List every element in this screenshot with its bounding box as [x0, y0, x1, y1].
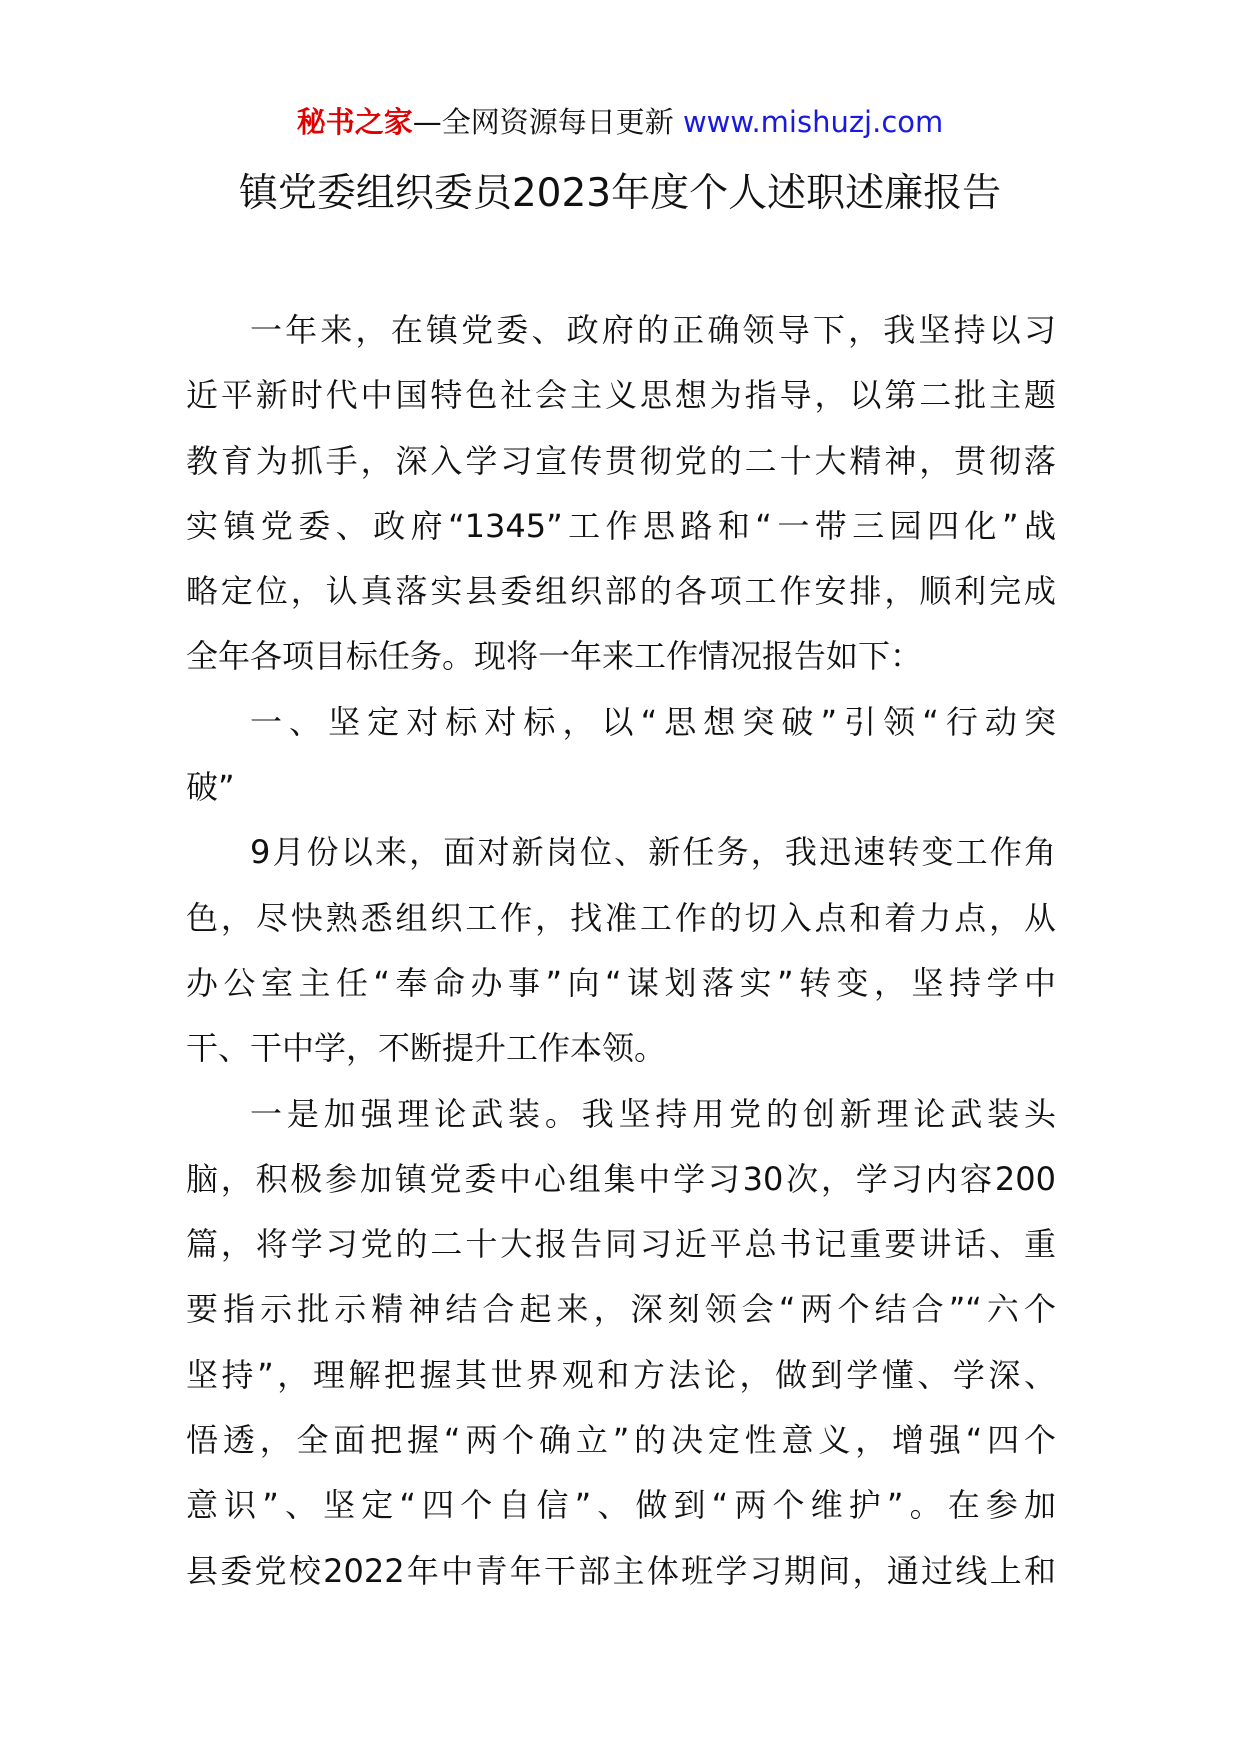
brand-name: 秘书之家 [296, 105, 413, 139]
body-text-line: 近平新时代中国特色社会主义思想为指导，以第二批主题 [186, 376, 1056, 415]
body-text-line: 破” [186, 768, 235, 807]
body-text-line: 教育为抓手，深入学习宣传贯彻党的二十大精神，贯彻落 [186, 441, 1056, 480]
body-text-line: 一、坚定对标对标，以“思想突破”引领“行动突 [250, 702, 1056, 741]
body-text-line: 意识”、坚定“四个自信”、做到“两个维护”。在参加 [186, 1486, 1056, 1525]
body-text-line: 色，尽快熟悉组织工作，找准工作的切入点和着力点，从 [186, 898, 1056, 937]
site-header [0, 102, 1240, 142]
body-text-line: 干、干中学，不断提升工作本领。 [186, 1029, 667, 1068]
body-text-line: 一是加强理论武装。我坚持用党的创新理论武装头 [250, 1094, 1056, 1133]
document-title: 镇党委组织委员2023年度个人述职述廉报告 [238, 171, 1002, 216]
document-body [186, 298, 1056, 1604]
body-text-line: 办公室主任“奉命办事”向“谋划落实”转变，坚持学中 [186, 963, 1056, 1002]
body-text-line: 实镇党委、政府“1345”工作思路和“一带三园四化”战 [186, 506, 1056, 545]
body-text-line: 脑，积极参加镇党委中心组集中学习30次，学习内容200 [186, 1159, 1056, 1198]
body-text-line: 悟透，全面把握“两个确立”的决定性意义，增强“四个 [186, 1421, 1056, 1460]
body-text-line: 全年各项目标任务。现将一年来工作情况报告如下： [186, 637, 923, 676]
body-text-line: 县委党校2022年中青年干部主体班学习期间，通过线上和 [186, 1551, 1056, 1590]
header-tagline: —全网资源每日更新 [412, 105, 674, 139]
body-text-line: 略定位，认真落实县委组织部的各项工作安排，顺利完成 [186, 572, 1056, 611]
body-text-line: 篇，将学习党的二十大报告同习近平总书记重要讲话、重 [186, 1225, 1056, 1264]
body-text-line: 一年来，在镇党委、政府的正确领导下，我坚持以习 [250, 311, 1056, 349]
site-url-link[interactable]: www.mishuzj.com [682, 105, 944, 139]
body-text-line: 要指示批示精神结合起来，深刻领会“两个结合”“六个 [186, 1290, 1056, 1329]
body-text-line: 坚持”，理解把握其世界观和方法论，做到学懂、学深、 [186, 1355, 1056, 1394]
body-text-line: 9月份以来，面对新岗位、新任务，我迅速转变工作角 [250, 833, 1056, 872]
